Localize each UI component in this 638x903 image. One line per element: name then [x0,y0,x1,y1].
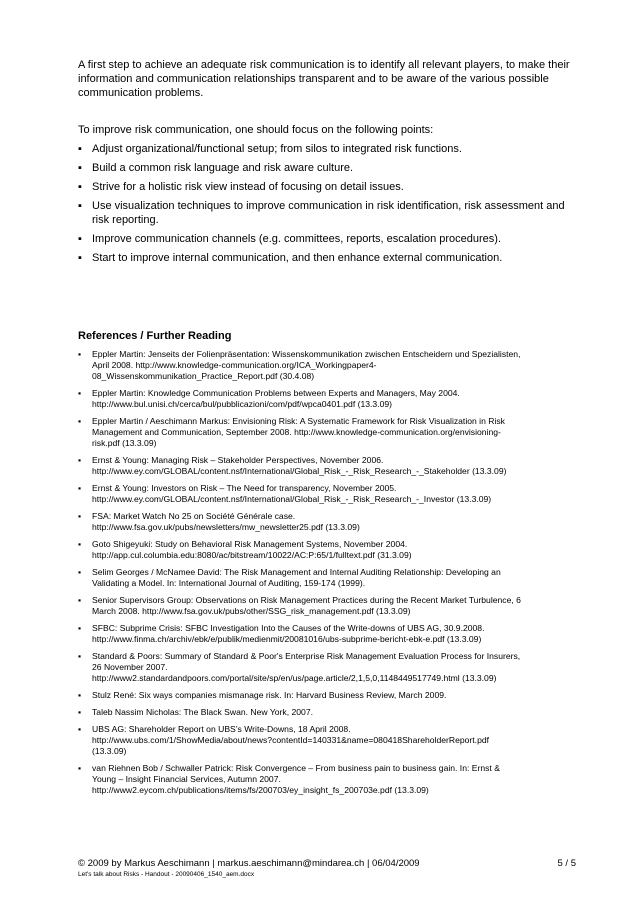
reference-line: Ernst & Young: Managing Risk – Stakeholder Perspectives, November 2006. [92,455,384,465]
reference-item [78,623,576,645]
reference-line: http://www.fsa.gov.uk/pubs/newsletters/mw_newsletter25.pdf (13.3.09) [92,522,360,532]
list-item [78,251,576,265]
list-item-text: Use visualization techniques to improve communication in risk identification, risk assessment and risk reporting. [92,200,565,226]
list-item [78,199,576,227]
reference-line: http://www.ubs.com/1/ShowMedia/about/news?contentId=140331&name=080418ShareholderReport.pdf [92,735,490,745]
bullet-icon: ▪ [78,724,82,734]
references-list [78,349,576,796]
reference-line: Stulz René: Six ways companies mismanage risk. In: Harvard Business Review, March 2009. [92,690,447,700]
reference-line: April 2008. http://www.knowledge-communication.org/ICA_Workingpaper4- [92,360,377,370]
bullet-icon: ▪ [78,595,82,605]
reference-line: Management and Communication, September 2008. http://www.knowledge-communication.org/envisioning- [92,427,501,437]
footer-filename: Let's talk about Risks - Handout - 20090406_1540_aem.docx [78,871,255,878]
reference-line: http://www.bul.unisi.ch/cerca/bul/pubblicazioni/com/pdf/wpca0401.pdf (13.3.09) [92,399,392,409]
bullet-icon: ▪ [78,511,82,521]
bullet-icon: ▪ [78,707,82,717]
bullet-icon: ▪ [78,567,82,577]
reference-line: Young – Insight Financial Services, Autumn 2007. [92,774,281,784]
bullet-icon: ▪ [78,455,82,465]
reference-line: risk.pdf (13.3.09) [92,438,157,448]
bullet-icon: ▪ [78,252,82,264]
list-item [78,161,576,175]
bullet-icon: ▪ [78,623,82,633]
reference-item [78,690,576,701]
list-item [78,232,576,246]
reference-item [78,388,576,410]
reference-item [78,455,576,477]
reference-item [78,707,576,718]
reference-line: 26 November 2007. [92,662,168,672]
list-item-text: Start to improve internal communication, and then enhance external communication. [92,252,503,264]
page-footer [78,858,576,879]
focus-points-lead: To improve risk communication, one should focus on the following points: [78,124,434,136]
reference-line: Goto Shigeyuki: Study on Behavioral Risk Management Systems, November 2004. [92,539,408,549]
reference-line: SFBC: Subprime Crisis: SFBC Investigation Into the Causes of the Write-downs of UBS AG, 30.9.2008. [92,623,485,633]
intro-paragraph: A first step to achieve an adequate risk communication is to identify all relevant players, to make their information and communication relationships transparent and to be aware of the various possible communication problems. [78,59,570,99]
reference-item [78,763,576,796]
bullet-icon: ▪ [78,651,82,661]
reference-item [78,349,576,382]
bullet-icon: ▪ [78,539,82,549]
reference-line: Eppler Martin / Aeschimann Markus: Envisioning Risk: A Systematic Framework for Risk Visualization in Risk [92,416,505,426]
bullet-icon: ▪ [78,388,82,398]
reference-item [78,416,576,449]
focus-points-list [78,142,576,265]
reference-line: van Riehnen Bob / Schwaller Patrick: Risk Convergence – From business pain to business gain. In: Ernst & [92,763,500,773]
bullet-icon: ▪ [78,763,82,773]
reference-line: (13.3.09) [92,746,127,756]
reference-item [78,724,576,757]
list-item-text: Adjust organizational/functional setup; from silos to integrated risk functions. [92,143,462,155]
reference-line: Eppler Martin: Knowledge Communication Problems between Experts and Managers, May 2004. [92,388,460,398]
reference-item [78,483,576,505]
reference-line: http://www2.eycom.ch/publications/items/fs/200703/ey_insight_fs_200703e.pdf (13.3.09) [92,785,429,795]
bullet-icon: ▪ [78,349,82,359]
reference-line: Senior Supervisors Group: Observations on Risk Management Practices during the Recent Market Turbulence, 6 [92,595,521,605]
reference-line: March 2008. http://www.fsa.gov.uk/pubs/other/SSG_risk_management.pdf (13.3.09) [92,606,411,616]
references-heading: References / Further Reading [78,330,232,342]
reference-item [78,567,576,589]
bullet-icon: ▪ [78,200,82,212]
reference-line: UBS AG: Shareholder Report on UBS’s Write-Downs, 18 April 2008. [92,724,351,734]
reference-line: Eppler Martin: Jenseits der Folienpräsentation: Wissenskommunikation zwischen Entscheidern und Spezialisten, [92,349,521,359]
list-item [78,142,576,156]
reference-line: Ernst & Young: Investors on Risk – The Need for transparency, November 2005. [92,483,397,493]
document-page [78,58,576,802]
bullet-icon: ▪ [78,690,82,700]
reference-line: Validating a Model. In: International Journal of Auditing, 159-174 (1999). [92,578,366,588]
reference-line: http://www2.standardandpoors.com/portal/site/sp/en/us/page.article/2,1,5,0,1148449517749.html (13.3.09) [92,673,497,683]
reference-line: Taleb Nassim Nicholas: The Black Swan. New York, 2007. [92,707,313,717]
reference-item [78,651,576,684]
list-item-text: Build a common risk language and risk aware culture. [92,162,354,174]
bullet-icon: ▪ [78,233,82,245]
reference-item [78,511,576,533]
bullet-icon: ▪ [78,483,82,493]
bullet-icon: ▪ [78,416,82,426]
list-item-text: Improve communication channels (e.g. committees, reports, escalation procedures). [92,233,502,245]
reference-line: http://app.cul.columbia.edu:8080/ac/bitstream/10022/AC:P:65/1/fulltext.pdf (31.3.09) [92,550,412,560]
reference-line: http://www.finma.ch/archiv/ebk/e/publik/medienmit/20081016/ubs-subprime-bericht-ebk-e.pdf (13.3.09) [92,634,482,644]
reference-line: http://www.ey.com/GLOBAL/content.nsf/International/Global_Risk_-_Risk_Research_-_Stakeholder (13.3.09) [92,466,507,476]
reference-line: Standard & Poors: Summary of Standard & Poor's Enterprise Risk Management Evaluation Process for Insurers, [92,651,521,661]
footer-copyright: © 2009 by Markus Aeschimann | markus.aeschimann@mindarea.ch | 06/04/2009 [78,858,420,869]
list-item-text: Strive for a holistic risk view instead of focusing on detail issues. [92,181,404,193]
page-number: 5 / 5 [557,858,576,869]
reference-line: http://www.ey.com/GLOBAL/content.nsf/International/Global_Risk_-_Risk_Research_-_Investor (13.3.09) [92,494,492,504]
list-item [78,180,576,194]
bullet-icon: ▪ [78,143,82,155]
reference-line: FSA: Market Watch No 25 on Société Générale case. [92,511,296,521]
bullet-icon: ▪ [78,162,82,174]
reference-item [78,539,576,561]
reference-item [78,595,576,617]
reference-line: Selim Georges / McNamee David: The Risk Management and Internal Auditing Relationship: Developing an [92,567,501,577]
reference-line: 08_Wissenskommunikation_Practice_Report.pdf (30.4.08) [92,371,315,381]
bullet-icon: ▪ [78,181,82,193]
